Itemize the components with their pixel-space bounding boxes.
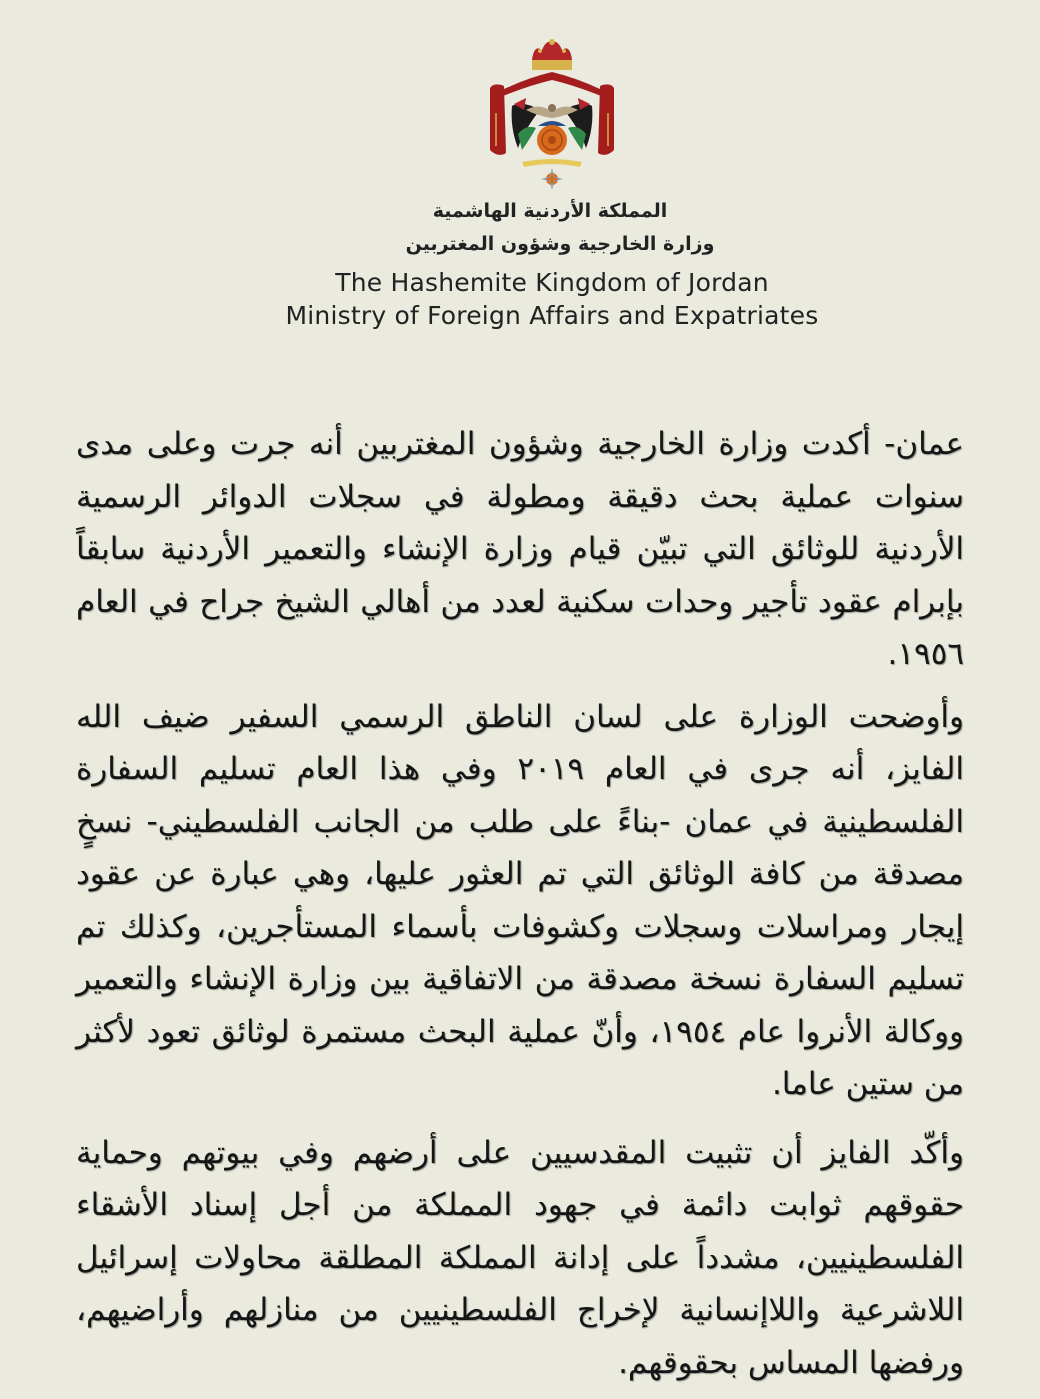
paragraph: وأكّد الفايز أن تثبيت المقدسيين على أرضهم وفي بيوتهم وحماية حقوقهم ثوابت دائمة في جهود المملكة من أجل إسناد الأشقاء الفلسطينيين، مشدداً على إدانة المملكة المطلقة محاولات إسرائيل اللاشرعية واللاإنسانية لإخراج الفلسطينيين من منازلهم وأراضيهم، ورفضها المساس بحقوقهم. (76, 1134, 964, 1381)
statement-body (76, 418, 964, 1399)
coat-of-arms-emblem (482, 38, 622, 194)
crown-icon (532, 39, 572, 70)
header-english-ministry: Ministry of Foreign Affairs and Expatriates (285, 301, 819, 330)
paragraph: وأوضحت الوزارة على لسان الناطق الرسمي السفير ضيف الله الفايز، أنه جرى في العام ٢٠١٩ وفي هذا العام تسليم السفارة الفلسطينية في عمان -بناءً على طلب من الجانب الفلسطيني- نسخٍ مصدقة من كافة الوثائق التي تم العثور عليها، وهي عبارة عن عقود إيجار ومراسلات وسجلات وكشوفات بأسماء المستأجرين، وكذلك تم تسليم السفارة نسخة مصدقة من الاتفاقية بين وزارة الإنشاء والتعمير ووكالة الأنروا عام ١٩٥٤، وأنّ عملية البحث مستمرة لوثائق تعود لأكثر من ستين عاما. (76, 698, 964, 1102)
header-english-kingdom: The Hashemite Kingdom of Jordan (335, 268, 769, 297)
paragraph: عمان- أكدت وزارة الخارجية وشؤون المغتربين أنه جرت وعلى مدى سنوات عملية بحث دقيقة ومطولة في سجلات الدوائر الرسمية الأردنية للوثائق التي تبيّن قيام وزارة الإنشاء والتعمير الأردنية سابقاً بإبرام عقود تأجير وحدات سكنية لعدد من أهالي الشيخ جراح في العام ١٩٥٦. (76, 426, 964, 672)
header-arabic-ministry: وزارة الخارجية وشؤون المغتربين (405, 233, 715, 255)
header-arabic-kingdom: المملكة الأردنية الهاشمية (432, 200, 668, 222)
